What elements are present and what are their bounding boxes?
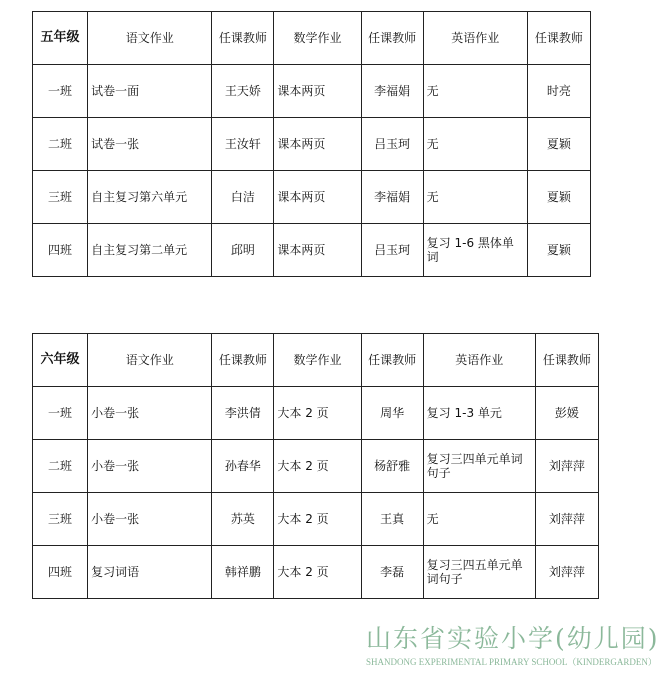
math-teacher-cell: 吕玉珂 <box>361 118 423 171</box>
chinese-homework-cell: 自主复习第二单元 <box>88 224 212 277</box>
math-homework-header: 数学作业 <box>274 12 361 65</box>
table-row <box>33 224 591 277</box>
chinese-homework-cell: 小卷一张 <box>88 493 212 546</box>
english-teacher-cell: 刘萍萍 <box>535 546 598 599</box>
english-homework-cell: 复习三四五单元单词句子 <box>423 546 535 599</box>
school-name-cn: 山东省实验小学(幼儿园) <box>366 624 660 653</box>
chinese-teacher-header: 任课教师 <box>212 12 274 65</box>
table-row <box>33 440 599 493</box>
english-teacher-cell: 夏颖 <box>527 118 590 171</box>
chinese-homework-cell: 小卷一张 <box>88 440 212 493</box>
school-name-en: SHANDONG EXPERIMENTAL PRIMARY SCHOOL（KINDERGARDEN） <box>366 657 657 667</box>
chinese-teacher-cell: 白洁 <box>212 171 274 224</box>
class-cell: 一班 <box>33 387 88 440</box>
class-cell: 二班 <box>33 118 88 171</box>
class-cell: 三班 <box>33 493 88 546</box>
english-teacher-cell: 彭媛 <box>535 387 598 440</box>
english-homework-header: 英语作业 <box>423 334 535 387</box>
chinese-teacher-cell: 李洪倩 <box>212 387 274 440</box>
chinese-teacher-cell: 王汝轩 <box>212 118 274 171</box>
english-homework-cell: 无 <box>423 493 535 546</box>
header-row <box>33 12 591 65</box>
math-homework-header: 数学作业 <box>274 334 361 387</box>
english-teacher-header: 任课教师 <box>535 334 598 387</box>
math-homework-cell: 大本 2 页 <box>274 493 361 546</box>
chinese-homework-cell: 试卷一张 <box>88 118 212 171</box>
chinese-homework-cell: 自主复习第六单元 <box>88 171 212 224</box>
chinese-teacher-header: 任课教师 <box>212 334 274 387</box>
chinese-homework-header: 语文作业 <box>88 334 212 387</box>
math-homework-cell: 大本 2 页 <box>274 546 361 599</box>
math-teacher-header: 任课教师 <box>361 334 423 387</box>
math-teacher-cell: 李福娟 <box>361 65 423 118</box>
chinese-homework-header: 语文作业 <box>88 12 212 65</box>
table-row <box>33 546 599 599</box>
english-homework-header: 英语作业 <box>423 12 527 65</box>
chinese-teacher-cell: 韩祥鹏 <box>212 546 274 599</box>
english-teacher-cell: 时亮 <box>527 65 590 118</box>
table-row <box>33 118 591 171</box>
grade6-homework-table <box>32 333 599 599</box>
header-row <box>33 334 599 387</box>
english-teacher-cell: 刘萍萍 <box>535 440 598 493</box>
english-homework-cell: 无 <box>423 118 527 171</box>
chinese-teacher-cell: 王天娇 <box>212 65 274 118</box>
english-homework-cell: 复习三四单元单词句子 <box>423 440 535 493</box>
math-homework-cell: 课本两页 <box>274 171 361 224</box>
table-row <box>33 493 599 546</box>
chinese-homework-cell: 小卷一张 <box>88 387 212 440</box>
table-row <box>33 65 591 118</box>
english-homework-cell: 无 <box>423 171 527 224</box>
class-cell: 三班 <box>33 171 88 224</box>
chinese-teacher-cell: 苏英 <box>212 493 274 546</box>
english-teacher-cell: 夏颖 <box>527 224 590 277</box>
math-homework-cell: 大本 2 页 <box>274 440 361 493</box>
math-homework-cell: 大本 2 页 <box>274 387 361 440</box>
grade-heading: 五年级 <box>33 12 88 65</box>
school-watermark <box>366 624 660 668</box>
grade-heading: 六年级 <box>33 334 88 387</box>
english-teacher-cell: 夏颖 <box>527 171 590 224</box>
class-cell: 二班 <box>33 440 88 493</box>
english-homework-cell: 复习 1-3 单元 <box>423 387 535 440</box>
math-teacher-cell: 李福娟 <box>361 171 423 224</box>
class-cell: 一班 <box>33 65 88 118</box>
math-teacher-cell: 吕玉珂 <box>361 224 423 277</box>
chinese-teacher-cell: 邱明 <box>212 224 274 277</box>
math-teacher-cell: 李磊 <box>361 546 423 599</box>
class-cell: 四班 <box>33 224 88 277</box>
english-homework-cell: 复习 1-6 黑体单词 <box>423 224 527 277</box>
class-cell: 四班 <box>33 546 88 599</box>
math-teacher-cell: 王真 <box>361 493 423 546</box>
english-teacher-cell: 刘萍萍 <box>535 493 598 546</box>
table-row <box>33 171 591 224</box>
math-homework-cell: 课本两页 <box>274 224 361 277</box>
table-row <box>33 387 599 440</box>
chinese-homework-cell: 复习词语 <box>88 546 212 599</box>
math-homework-cell: 课本两页 <box>274 65 361 118</box>
chinese-teacher-cell: 孙春华 <box>212 440 274 493</box>
chinese-homework-cell: 试卷一面 <box>88 65 212 118</box>
math-teacher-cell: 周华 <box>361 387 423 440</box>
grade5-homework-table <box>32 11 591 277</box>
math-homework-cell: 课本两页 <box>274 118 361 171</box>
math-teacher-cell: 杨舒雅 <box>361 440 423 493</box>
english-homework-cell: 无 <box>423 65 527 118</box>
english-teacher-header: 任课教师 <box>527 12 590 65</box>
math-teacher-header: 任课教师 <box>361 12 423 65</box>
